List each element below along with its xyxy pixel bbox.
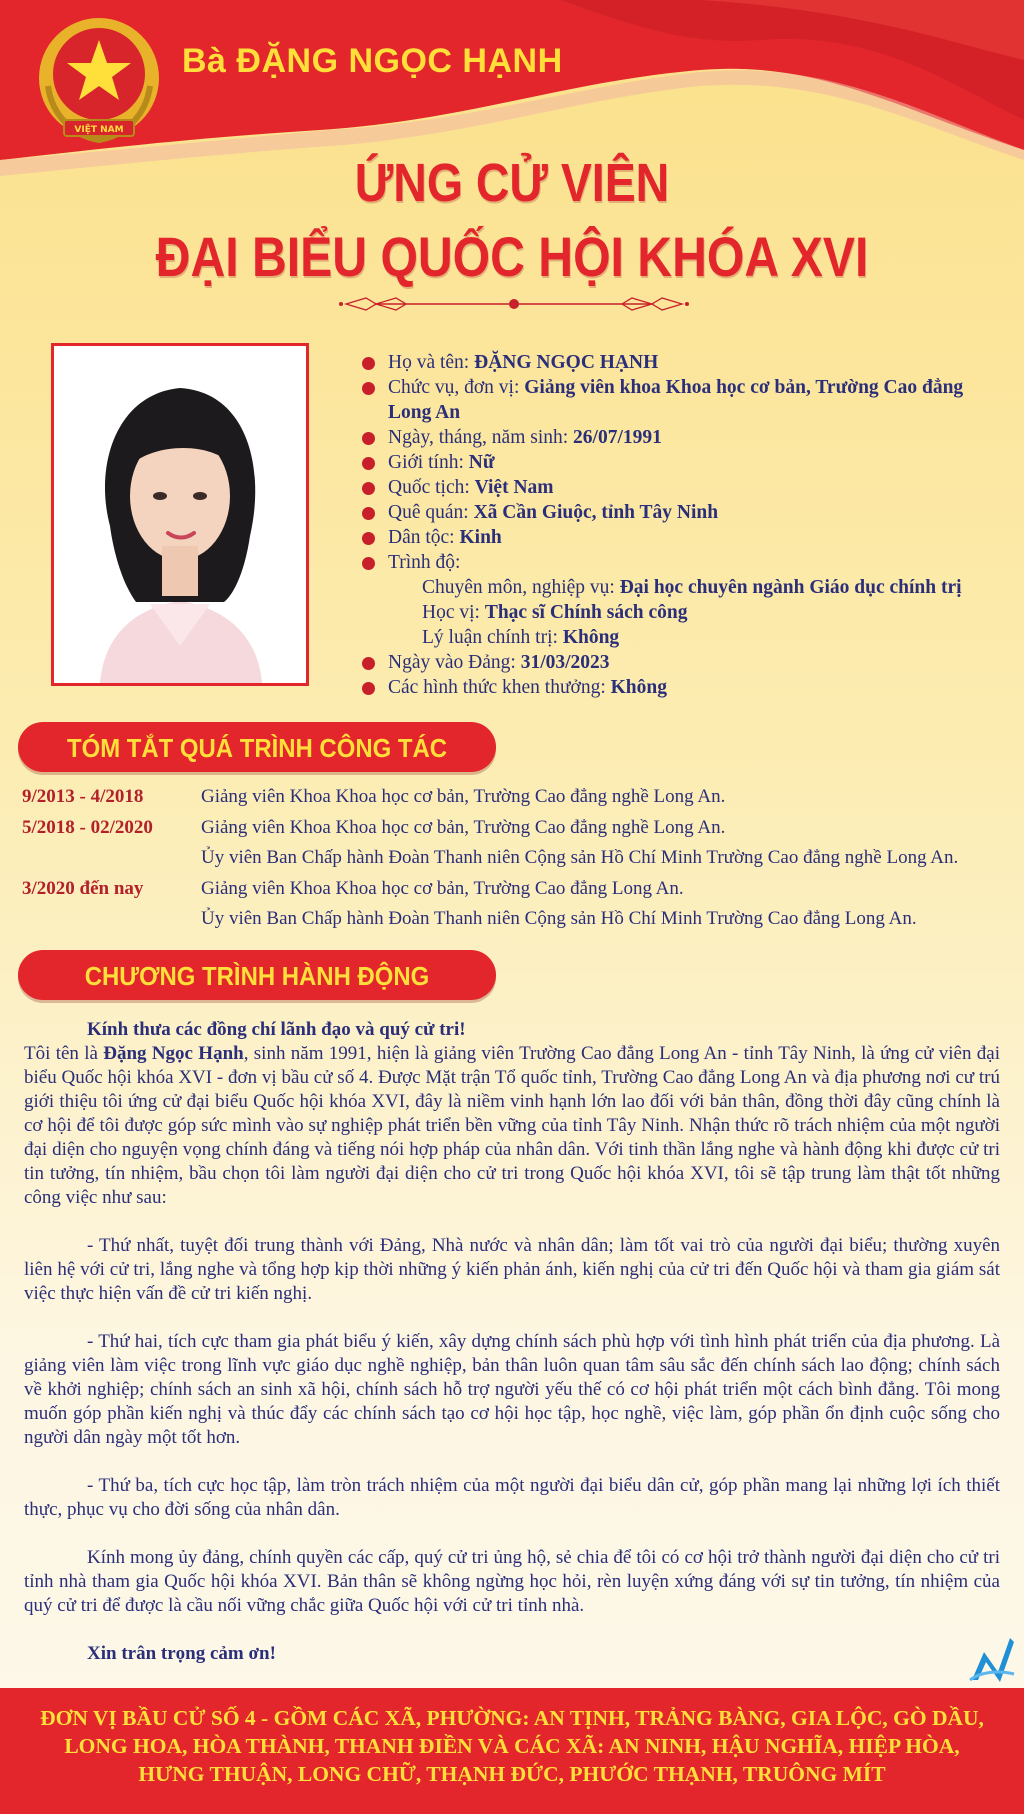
speech-closing: [24, 1642, 1000, 1666]
candidate-portrait: [51, 343, 309, 686]
career-row: [22, 817, 1012, 848]
info-position: [362, 375, 1012, 425]
section-career-title: TÓM TẮT QUÁ TRÌNH CÔNG TÁC: [66, 733, 448, 763]
info-gender-label: Giới tính:: [388, 452, 469, 473]
career-row: [22, 878, 1012, 909]
career-date: 5/2018 - 02/2020: [22, 816, 153, 838]
career-desc: Ủy viên Ban Chấp hành Đoàn Thanh niên Cộng sản Hồ Chí Minh Trường Cao đẳng Long An.: [201, 908, 917, 929]
header-name: Bà ĐẶNG NGỌC HẠNH: [182, 42, 563, 80]
info-name-value: ĐẶNG NGỌC HẠNH: [474, 352, 659, 373]
info-dob-label: Ngày, tháng, năm sinh:: [388, 427, 574, 448]
info-party: [362, 650, 1012, 675]
speech-closing-text: Xin trân trọng cảm ơn!: [87, 1643, 276, 1664]
info-ethnicity: [362, 525, 1012, 550]
info-ethnicity-label: Dân tộc:: [388, 527, 460, 548]
info-nationality-label: Quốc tịch:: [388, 477, 475, 498]
info-awards: [362, 675, 1012, 700]
info-position-value-2: Long An: [388, 402, 461, 423]
career-row: [22, 847, 1012, 878]
info-dob: [362, 425, 1012, 450]
info-political-value: Không: [562, 627, 620, 648]
career-desc: Ủy viên Ban Chấp hành Đoàn Thanh niên Cộng sản Hồ Chí Minh Trường Cao đẳng nghề Long An.: [201, 847, 959, 868]
candidate-info: [362, 350, 1012, 700]
info-degree: [362, 600, 1012, 625]
info-nationality-value: Việt Nam: [474, 477, 554, 498]
info-specialty: [362, 575, 1012, 600]
info-nationality: [362, 475, 1012, 500]
section-career-header: [18, 722, 496, 772]
career-desc: Giảng viên Khoa Khoa học cơ bản, Trường Cao đẳng Long An.: [201, 877, 684, 899]
info-degree-value: Thạc sĩ Chính sách công: [484, 602, 688, 623]
info-hometown-value: Xã Cần Giuộc, tỉnh Tây Ninh: [473, 502, 719, 523]
info-political: [362, 625, 1012, 650]
info-education: [362, 550, 1012, 575]
info-awards-label: Các hình thức khen thưởng:: [388, 677, 611, 698]
info-position-label: Chức vụ, đơn vị:: [388, 377, 525, 398]
info-awards-value: Không: [610, 677, 667, 698]
footer-line-2: LONG HOA, HÒA THÀNH, THANH ĐIỀN VÀ CÁC XÃ: AN NINH, HẬU NGHĨA, HIỆP HÒA,: [64, 1734, 960, 1758]
career-desc: Giảng viên Khoa Khoa học cơ bản, Trường Cao đẳng nghề Long An.: [201, 816, 726, 838]
ornament-divider: [336, 292, 692, 316]
speech-intro-a: Tôi tên là: [24, 1043, 104, 1064]
career-date: 9/2013 - 4/2018: [22, 786, 144, 807]
career-row: [22, 908, 1012, 939]
info-education-label: Trình độ:: [388, 552, 461, 573]
info-name-label: Họ và tên:: [388, 352, 475, 373]
headline-line2: ĐẠI BIỂU QUỐC HỘI KHÓA XVI: [155, 225, 869, 288]
action-program-text: [24, 1018, 1000, 1690]
info-ethnicity-value: Kinh: [459, 527, 502, 548]
national-emblem-icon: [34, 16, 164, 152]
publisher-logo-icon: [968, 1632, 1016, 1684]
info-political-label: Lý luận chính trị:: [422, 627, 563, 648]
speech-intro-name: Đặng Ngọc Hạnh: [103, 1043, 244, 1064]
info-position-value: Giảng viên khoa Khoa học cơ bản, Trường Cao đẳng: [524, 377, 964, 398]
info-hometown: [362, 500, 1012, 525]
info-party-value: 31/03/2023: [520, 652, 610, 673]
info-degree-label: Học vị:: [422, 602, 485, 623]
speech-point-3: - Thứ ba, tích cực học tập, làm tròn trách nhiệm của một người đại biểu dân cử, góp phần mang lại những lợi ích thiết thực, phục vụ cho đời sống của nhân dân.: [24, 1475, 1000, 1520]
info-party-label: Ngày vào Đảng:: [388, 652, 521, 673]
info-name: [362, 350, 1012, 375]
section-action-title: CHƯƠNG TRÌNH HÀNH ĐỘNG: [84, 961, 430, 991]
footer-banner: [0, 1688, 1024, 1814]
info-specialty-value: Đại học chuyên ngành Giáo dục chính trị: [619, 577, 962, 598]
speech-intro-b: , sinh năm 1991, hiện là giảng viên Trường Cao đẳng Long An - tỉnh Tây Ninh, là ứng cử viên đại biểu Quốc hội khóa XVI - đơn vị bầu cử số 4. Được Mặt trận Tổ quốc tỉnh, Trường Cao đẳng Long An và địa phương nơi cư trú giới thiệu tôi ứng cử đại biểu Quốc hội khóa XVI, đây là niềm vinh hạnh lớn lao đối với bản thân, đồng thời đây cũng chính là cơ hội để tôi được góp sức mình vào sự nghiệp phát triển bền vững của tỉnh Tây Ninh. Nhận thức rõ trách nhiệm của một người đại diện cho nguyện vọng chính đáng và tiếng nói hợp pháp của nhân dân. Với tinh thần lắng nghe và hành động khi được cử tri tin tưởng, tín nhiệm, bầu chọn tôi làm người đại diện cho cử tri trong Quốc hội khóa XVI, tôi sẽ tập trung làm thật tốt những công việc như sau:: [24, 1043, 1001, 1208]
section-action-header: [18, 950, 496, 1000]
speech-point-2: - Thứ hai, tích cực tham gia phát biểu ý kiến, xây dựng chính sách phù hợp với tình hình phát triển của địa phương. Là giảng viên làm việc trong lĩnh vực giáo dục nghề nghiệp, bản thân luôn quan tâm sâu sắc đến chính sách lao động; chính sách về khởi nghiệp; chính sách an sinh xã hội, chính sách hỗ trợ người yếu thế có cơ hội phát triển một cách bình đẳng. Tôi mong muốn góp phần kiến nghị và thúc đẩy các chính sách tạo cơ hội học tập, học nghề, việc làm, góp phần ổn định cuộc sống cho người dân ngày một tốt hơn.: [24, 1331, 1000, 1448]
career-date: 3/2020 đến nay: [22, 877, 144, 899]
portrait-image: [54, 346, 306, 683]
footer-line-3: HƯNG THUẬN, LONG CHỮ, THẠNH ĐỨC, PHƯỚC THẠNH, TRUÔNG MÍT: [138, 1762, 886, 1786]
info-gender-value: Nữ: [468, 452, 495, 473]
career-row: [22, 786, 1012, 817]
info-dob-value: 26/07/1991: [573, 427, 662, 448]
emblem-text: VIỆT NAM: [74, 125, 124, 135]
career-desc: Giảng viên Khoa Khoa học cơ bản, Trường Cao đẳng nghề Long An.: [201, 786, 726, 807]
footer-line-1: ĐƠN VỊ BẦU CỬ SỐ 4 - GỒM CÁC XÃ, PHƯỜNG: AN TỊNH, TRẢNG BÀNG, GIA LỘC, GÒ DẦU,: [40, 1706, 984, 1730]
speech-appeal: Kính mong ủy đảng, chính quyền các cấp, quý cử tri ủng hộ, sẻ chia để tôi có cơ hội trở thành người đại diện cho cử tri tỉnh nhà tham gia Quốc hội khóa XVI. Bản thân sẽ không ngừng học hỏi, rèn luyện xứng đáng với sự tin tưởng, tín nhiệm của quý cử tri để được là cầu nối vững chắc giữa Quốc hội với cử tri tỉnh nhà.: [24, 1547, 1000, 1616]
speech-point-1: - Thứ nhất, tuyệt đối trung thành với Đảng, Nhà nước và nhân dân; làm tốt vai trò của người đại biểu; thường xuyên liên hệ với cử tri, lắng nghe và tổng hợp kịp thời những ý kiến phản ánh, kiến nghị của cử tri đến Quốc hội và tham gia giám sát việc thực hiện vấn đề cử tri kiến nghị.: [24, 1235, 1000, 1304]
info-specialty-label: Chuyên môn, nghiệp vụ:: [422, 577, 620, 598]
info-gender: [362, 450, 1012, 475]
speech-intro: [24, 1018, 1000, 1210]
career-list: [22, 786, 1012, 939]
headline-line1: ỨNG CỬ VIÊN: [354, 153, 670, 213]
info-hometown-label: Quê quán:: [388, 502, 474, 523]
speech-greeting: Kính thưa các đồng chí lãnh đạo và quý cử tri!: [87, 1019, 466, 1040]
